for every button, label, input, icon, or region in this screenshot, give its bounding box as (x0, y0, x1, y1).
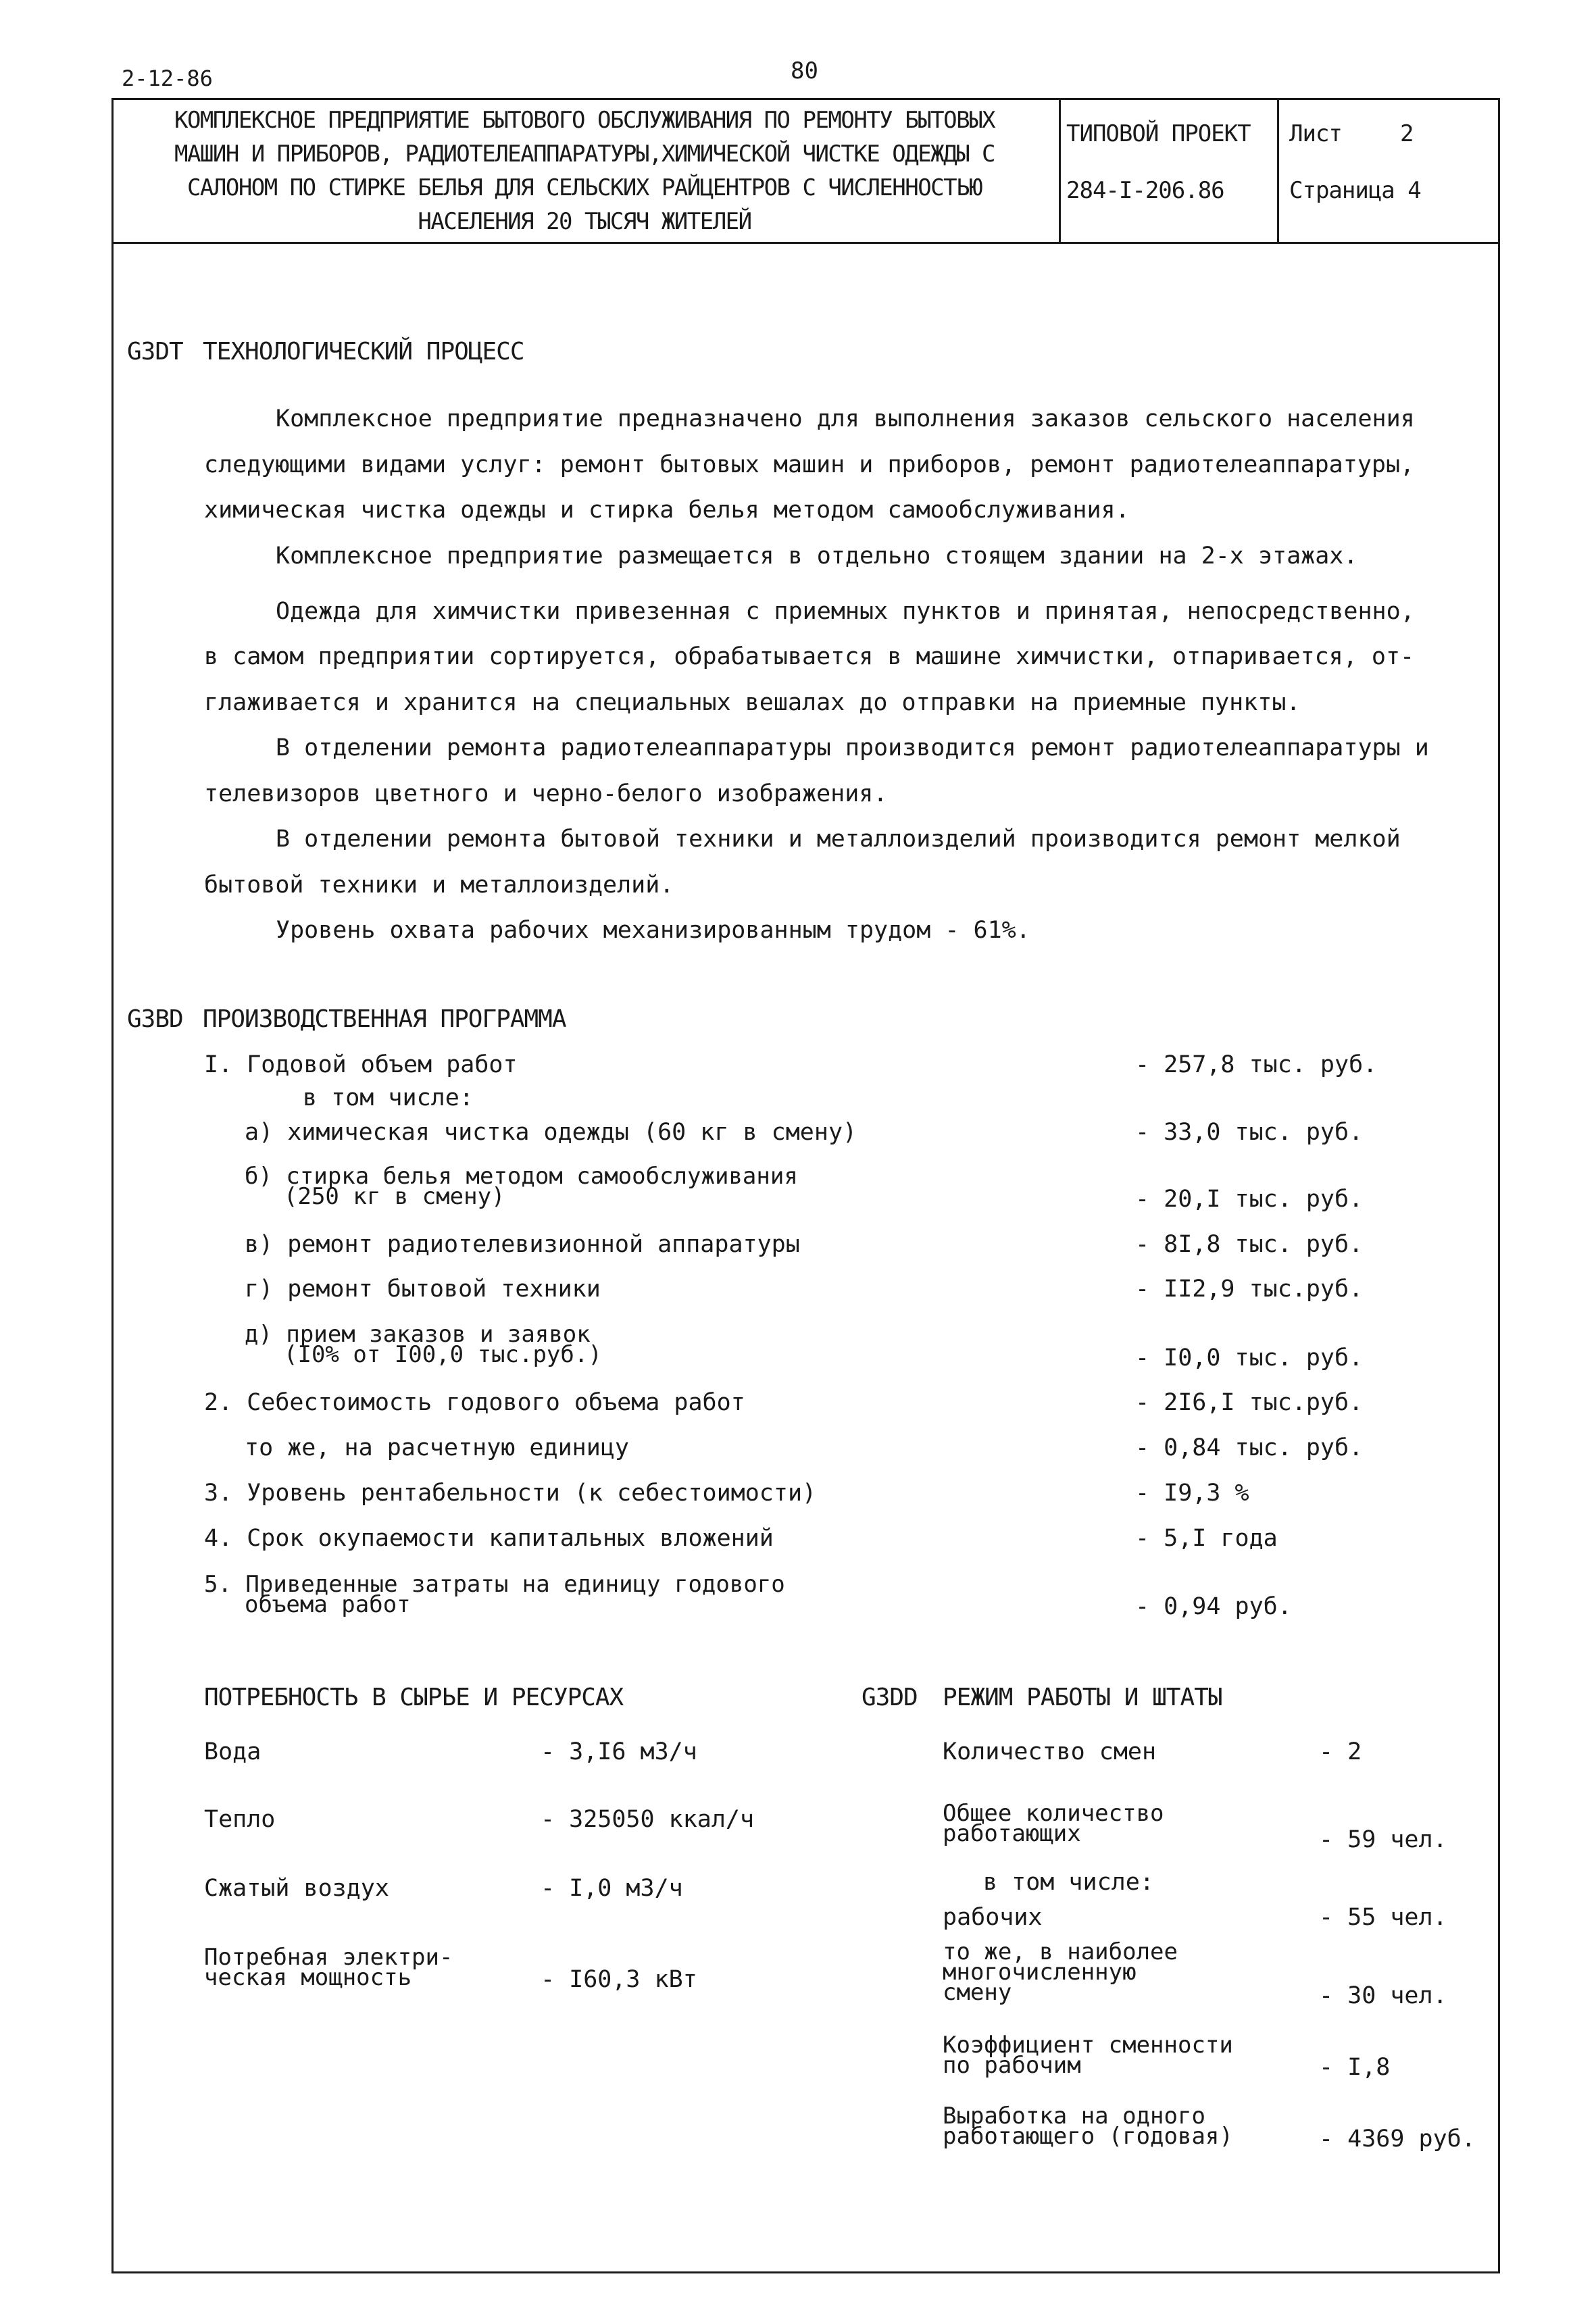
paragraph-line: Уровень охвата рабочих механизированным трудом - 61%. (276, 917, 1030, 944)
resources-title: ПОТРЕБНОСТЬ В СЫРЬЕ И РЕСУРСАХ (204, 1684, 624, 1711)
project-number: 284-I-206.86 (1066, 177, 1224, 204)
program-item-text: а) химическая чистка одежды (60 кг в смену) (245, 1119, 857, 1146)
program-item-value: - II2,9 тыс.руб. (1135, 1276, 1364, 1303)
staff-label-2: работающих (943, 1820, 1081, 1847)
paragraph-line: следующими видами услуг: ремонт бытовых машин и приборов, ремонт радиотелеаппаратуры, (204, 451, 1415, 478)
staff-label: Коэффициент сменности (943, 2032, 1233, 2059)
resource-label: Сжатый воздух (204, 1875, 389, 1902)
program-item-text: 4. Срок окупаемости капитальных вложений (204, 1525, 774, 1552)
header-title-line: КОМПЛЕКСНОЕ ПРЕДПРИЯТИЕ БЫТОВОГО ОБСЛУЖИВАНИЯ ПО РЕМОНТУ БЫТОВЫХ (174, 107, 995, 134)
staff-label: Количество смен (943, 1738, 1157, 1765)
program-item-value: - 33,0 тыс. руб. (1135, 1119, 1364, 1146)
program-item-text-2: (250 кг в смену) (284, 1183, 505, 1210)
header-title-line: САЛОНОМ ПО СТИРКЕ БЕЛЬЯ ДЛЯ СЕЛЬСКИХ РАЙЦЕНТРОВ С ЧИСЛЕННОСТЬЮ (186, 174, 982, 201)
resource-value: - I60,3 кВт (541, 1966, 697, 1993)
page-number: 80 (791, 57, 818, 84)
staff-label: в том числе: (983, 1869, 1154, 1896)
paragraph-line: В отделении ремонта бытовой техники и металлоизделий производится ремонт мелкой (276, 826, 1401, 853)
staff-label-3: смену (943, 1979, 1012, 2006)
project-label: ТИПОВОЙ ПРОЕКТ (1066, 120, 1251, 147)
program-item-value: - 2I6,I тыс.руб. (1135, 1389, 1364, 1416)
staff-label-2: многочисленную (943, 1959, 1137, 1986)
staff-value: - I,8 (1319, 2054, 1391, 2081)
section-title-g3dd: РЕЖИМ РАБОТЫ И ШТАТЫ (943, 1684, 1222, 1711)
page-label: Страница 4 (1289, 177, 1421, 204)
program-item-text: I. Годовой объем работ (204, 1051, 518, 1078)
staff-value: - 30 чел. (1319, 1982, 1447, 2009)
program-item-text-2: (I0% от I00,0 тыс.руб.) (284, 1341, 602, 1368)
program-item-text: д) прием заказов и заявок (245, 1321, 591, 1348)
staff-label: рабочих (943, 1904, 1043, 1931)
program-item-text: в том числе: (303, 1084, 474, 1111)
program-item-text: 3. Уровень рентабельности (к себестоимости) (204, 1480, 817, 1507)
program-item-value: - 257,8 тыс. руб. (1135, 1051, 1378, 1078)
resource-label: Вода (204, 1738, 261, 1765)
header-col-divider-2 (1277, 98, 1279, 243)
staff-label: Общее количество (943, 1800, 1164, 1827)
staff-label: то же, в наиболее (943, 1938, 1178, 1965)
program-item-value: - 0,94 руб. (1135, 1593, 1292, 1620)
header-divider (111, 242, 1500, 244)
program-item-text: б) стирка белья методом самообслуживания (245, 1163, 798, 1190)
section-code-g3dd: G3DD (862, 1684, 918, 1711)
resource-label-2: ческая мощность (204, 1964, 412, 1991)
paragraph-line: Комплексное предприятие размещается в отдельно стоящем здании на 2-х этажах. (276, 543, 1358, 570)
header-title-line: НАСЕЛЕНИЯ 20 ТЫСЯЧ ЖИТЕЛЕЙ (418, 208, 751, 235)
paragraph-line: Одежда для химчистки привезенная с приемных пунктов и принятая, непосредственно, (276, 598, 1415, 625)
sheet-value: 2 (1400, 120, 1414, 147)
section-code-g3bd: G3BD (127, 1005, 183, 1033)
section-title-g3bd: ПРОИЗВОДСТВЕННАЯ ПРОГРАММА (203, 1005, 566, 1033)
paragraph-line: В отделении ремонта радиотелеаппаратуры производится ремонт радиотелеаппаратуры и (276, 734, 1429, 761)
paragraph-line: Комплексное предприятие предназначено для выполнения заказов сельского населения (276, 405, 1415, 432)
staff-label: Выработка на одного (943, 2103, 1205, 2130)
resource-label: Тепло (204, 1806, 276, 1833)
resource-value: - I,0 м3/ч (541, 1875, 683, 1902)
sheet-label: Лист (1289, 120, 1342, 147)
paragraph-line: химическая чистка одежды и стирка белья методом самообслуживания. (204, 497, 1130, 524)
staff-value: - 59 чел. (1319, 1826, 1447, 1853)
header-title-line: МАШИН И ПРИБОРОВ, РАДИОТЕЛЕАППАРАТУРЫ,ХИМИЧЕСКОЙ ЧИСТКЕ ОДЕЖДЫ С (174, 141, 995, 168)
document-date: 2-12-86 (122, 66, 213, 91)
program-item-value: - 5,I года (1135, 1525, 1278, 1552)
paragraph-line: в самом предприятии сортируется, обрабатывается в машине химчистки, отпаривается, от- (204, 643, 1415, 670)
section-code-g3dt: G3DT (127, 338, 183, 366)
staff-value: - 4369 руб. (1319, 2126, 1476, 2153)
program-item-value: - 20,I тыс. руб. (1135, 1186, 1364, 1213)
program-item-text: 5. Приведенные затраты на единицу годового (204, 1571, 785, 1598)
staff-value: - 55 чел. (1319, 1904, 1447, 1931)
section-title-g3dt: ТЕХНОЛОГИЧЕСКИЙ ПРОЦЕСС (203, 338, 524, 366)
staff-label-2: по рабочим (943, 2052, 1081, 2079)
program-item-value: - 8I,8 тыс. руб. (1135, 1231, 1364, 1258)
header-col-divider-1 (1059, 98, 1061, 243)
program-item-text: в) ремонт радиотелевизионной аппаратуры (245, 1231, 800, 1258)
resource-value: - 325050 ккал/ч (541, 1806, 755, 1833)
paragraph-line: телевизоров цветного и черно-белого изображения. (204, 780, 888, 807)
program-item-text-2: объема работ (245, 1591, 411, 1618)
paragraph-line: бытовой техники и металлоизделий. (204, 872, 674, 899)
program-item-value: - 0,84 тыс. руб. (1135, 1434, 1364, 1461)
resource-value: - 3,I6 м3/ч (541, 1738, 697, 1765)
program-item-text: г) ремонт бытовой техники (245, 1276, 601, 1303)
staff-label-2: работающего (годовая) (943, 2123, 1233, 2150)
staff-value: - 2 (1319, 1738, 1362, 1765)
program-item-text: то же, на расчетную единицу (245, 1434, 629, 1461)
program-item-value: - I0,0 тыс. руб. (1135, 1344, 1364, 1372)
program-item-text: 2. Себестоимость годового объема работ (204, 1389, 745, 1416)
resource-label: Потребная электри- (204, 1944, 453, 1971)
paragraph-line: глаживается и хранится на специальных вешалах до отправки на приемные пункты. (204, 689, 1301, 716)
program-item-value: - I9,3 % (1135, 1480, 1249, 1507)
